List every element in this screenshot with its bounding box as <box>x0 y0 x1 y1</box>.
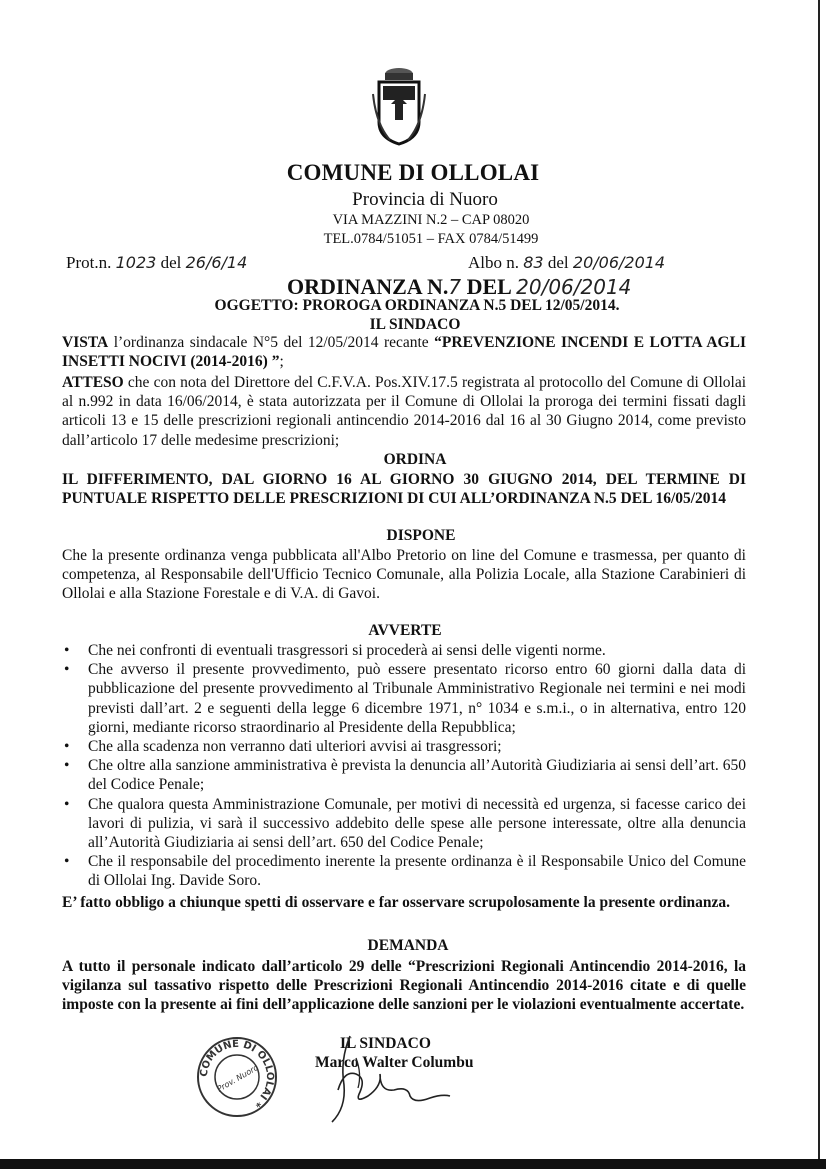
bullet-icon: • <box>64 757 70 775</box>
svg-text:Prov. Nuoro: Prov. Nuoro <box>215 1062 261 1094</box>
list-item <box>62 756 746 794</box>
list-item-text: Che nei confronti di eventuali trasgressori si procederà ai sensi delle vigenti norme. <box>88 642 606 659</box>
bullet-icon: • <box>64 853 70 871</box>
ordina-heading: ORDINA <box>383 451 447 468</box>
address-line: VIA MAZZINI N.2 – CAP 08020 <box>332 212 530 228</box>
avverte-heading: AVVERTE <box>368 622 442 639</box>
obbligo-paragraph: E’ fatto obbligo a chiunque spetti di osservare e far osservare scrupolosamente la presente ordinanza. <box>62 894 731 911</box>
ordinanza-date-label: DEL <box>466 274 511 299</box>
albo-number: 83 <box>523 253 544 272</box>
list-item-text: Che il responsabile del procedimento inerente la presente ordinanza è il Responsabile Unico del Comune di Ollolai Ing. Davide Soro. <box>88 853 746 890</box>
vista-lead: VISTA <box>62 334 109 351</box>
dispone-heading: DISPONE <box>386 527 456 544</box>
prot-date-label: del <box>160 253 182 272</box>
ordinanza-label: ORDINANZA N. <box>287 274 449 299</box>
signatory-name: Marco Walter Columbu <box>315 1054 474 1071</box>
list-item-text: Che oltre alla sanzione amministrativa è prevista la denuncia all’Autorità Giudiziaria ai sensi dell’art. 650 del Codice Penale; <box>88 757 746 794</box>
list-item <box>62 795 746 853</box>
bullet-icon: • <box>64 738 70 756</box>
vista-text: l’ordinanza sindacale N°5 del 12/05/2014 recante <box>108 334 435 351</box>
page-edge-bottom <box>0 1159 826 1169</box>
signature-title: IL SINDACO <box>340 1035 431 1052</box>
atteso-paragraph <box>62 373 746 450</box>
bullet-icon: • <box>64 642 70 659</box>
prot-date: 26/6/14 <box>185 253 248 272</box>
vista-paragraph <box>62 333 746 371</box>
comune-title: COMUNE DI OLLOLAI <box>286 160 540 185</box>
provincia-line: Provincia di Nuoro <box>352 189 498 210</box>
atteso-lead: ATTESO <box>62 374 124 391</box>
handwritten-signature <box>310 1030 460 1130</box>
municipal-stamp-icon <box>196 1036 278 1118</box>
atteso-text: che con nota del Direttore del C.F.V.A. Pos.XIV.17.5 registrata al protocollo del Comune di Ollolai al n.992 in data 16/06/2014, è stata autorizzata per il Comune di Ollolai la proroga dei termini fissati dagli articoli 13 e 15 delle prescrizioni regionali antincendio 2014-2016 dal 16 al 30 Giugno 2014, come previsto dall’articolo 17 delle medesime prescrizioni; <box>62 374 746 449</box>
list-item <box>62 852 746 890</box>
albo-date-label: del <box>547 253 569 272</box>
differimento-paragraph: IL DIFFERIMENTO, DAL GIORNO 16 AL GIORNO 30 GIUGNO 2014, DEL TERMINE DI PUNTUALE RISPETTO DELLE PRESCRIZIONI DI CUI ALL’ORDINANZA N.5 DEL 16/05/2014 <box>62 471 746 508</box>
albo-line <box>468 253 665 273</box>
il-sindaco-heading: IL SINDACO <box>369 316 461 333</box>
list-item <box>62 641 746 660</box>
prot-number: 1023 <box>115 253 157 272</box>
list-item-text: Che alla scadenza non verranno dati ulteriori avvisi ai trasgressori; <box>88 738 502 756</box>
protocol-line <box>66 253 247 273</box>
list-item <box>62 660 746 737</box>
oggetto-line: OGGETTO: PROROGA ORDINANZA N.5 DEL 12/05/2014. <box>214 297 620 314</box>
svg-text:COMUNE DI OLLOLAI *: COMUNE DI OLLOLAI * <box>198 1038 276 1109</box>
contacts-line: TEL.0784/51051 – FAX 0784/51499 <box>323 231 539 247</box>
albo-label: Albo n. <box>468 253 519 272</box>
vista-end: ; <box>279 353 284 371</box>
bullet-icon: • <box>64 661 70 679</box>
avverte-list <box>62 641 746 891</box>
ordinanza-date: 20/06/2014 <box>516 275 632 299</box>
demanda-heading: DEMANDA <box>367 937 449 954</box>
ordinanza-number: 7 <box>448 275 462 299</box>
demanda-paragraph: A tutto il personale indicato dall’articolo 29 delle “Prescrizioni Regionali Antincendio 2014-2016, la vigilanza sul tassativo rispetto delle Prescrizioni Regionali Antincendio 2014-2016 citate e di quelle imposte con la presente ai fini dell’applicazione delle sanzioni per le violazioni eventualmente accertate. <box>62 958 746 1014</box>
list-item <box>62 737 746 756</box>
prot-label: Prot.n. <box>66 253 112 272</box>
albo-date: 20/06/2014 <box>572 253 666 272</box>
bullet-icon: • <box>64 795 70 813</box>
vista-title: “PREVENZIONE INCENDI E LOTTA AGLI INSETTI NOCIVI (2014-2016) ” <box>62 334 746 371</box>
municipal-crest-icon <box>368 64 430 150</box>
list-item-text: Che avverso il presente provvedimento, può essere presentato ricorso entro 60 giorni dalla data di pubblicazione del presente provvedimento al Tribunale Amministrativo Regionale nei termini e nei modi previsti dall’art. 2 e seguenti della legge 6 dicembre 1971, n° 1034 e s.m.i., o in alternativa, entro 120 giorni, mediante ricorso straordinario al Presidente della Repubblica; <box>88 661 746 736</box>
list-item-text: Che qualora questa Amministrazione Comunale, per motivi di necessità ed urgenza, si facesse carico dei lavori di pulizia, vi sarà il successivo addebito delle spese alle persone interessate, oltre alla denuncia all’Autorità Giudiziaria ai sensi dell’art. 650 del Codice Penale; <box>88 795 746 852</box>
dispone-paragraph: Che la presente ordinanza venga pubblicata all'Albo Pretorio on line del Comune e trasmessa, per quanto di competenza, al Responsabile dell'Ufficio Tecnico Comunale, alla Polizia Locale, alla Stazione Carabinieri di Ollolai e alla Stazione Forestale e di V.A. di Gavoi. <box>62 547 746 603</box>
